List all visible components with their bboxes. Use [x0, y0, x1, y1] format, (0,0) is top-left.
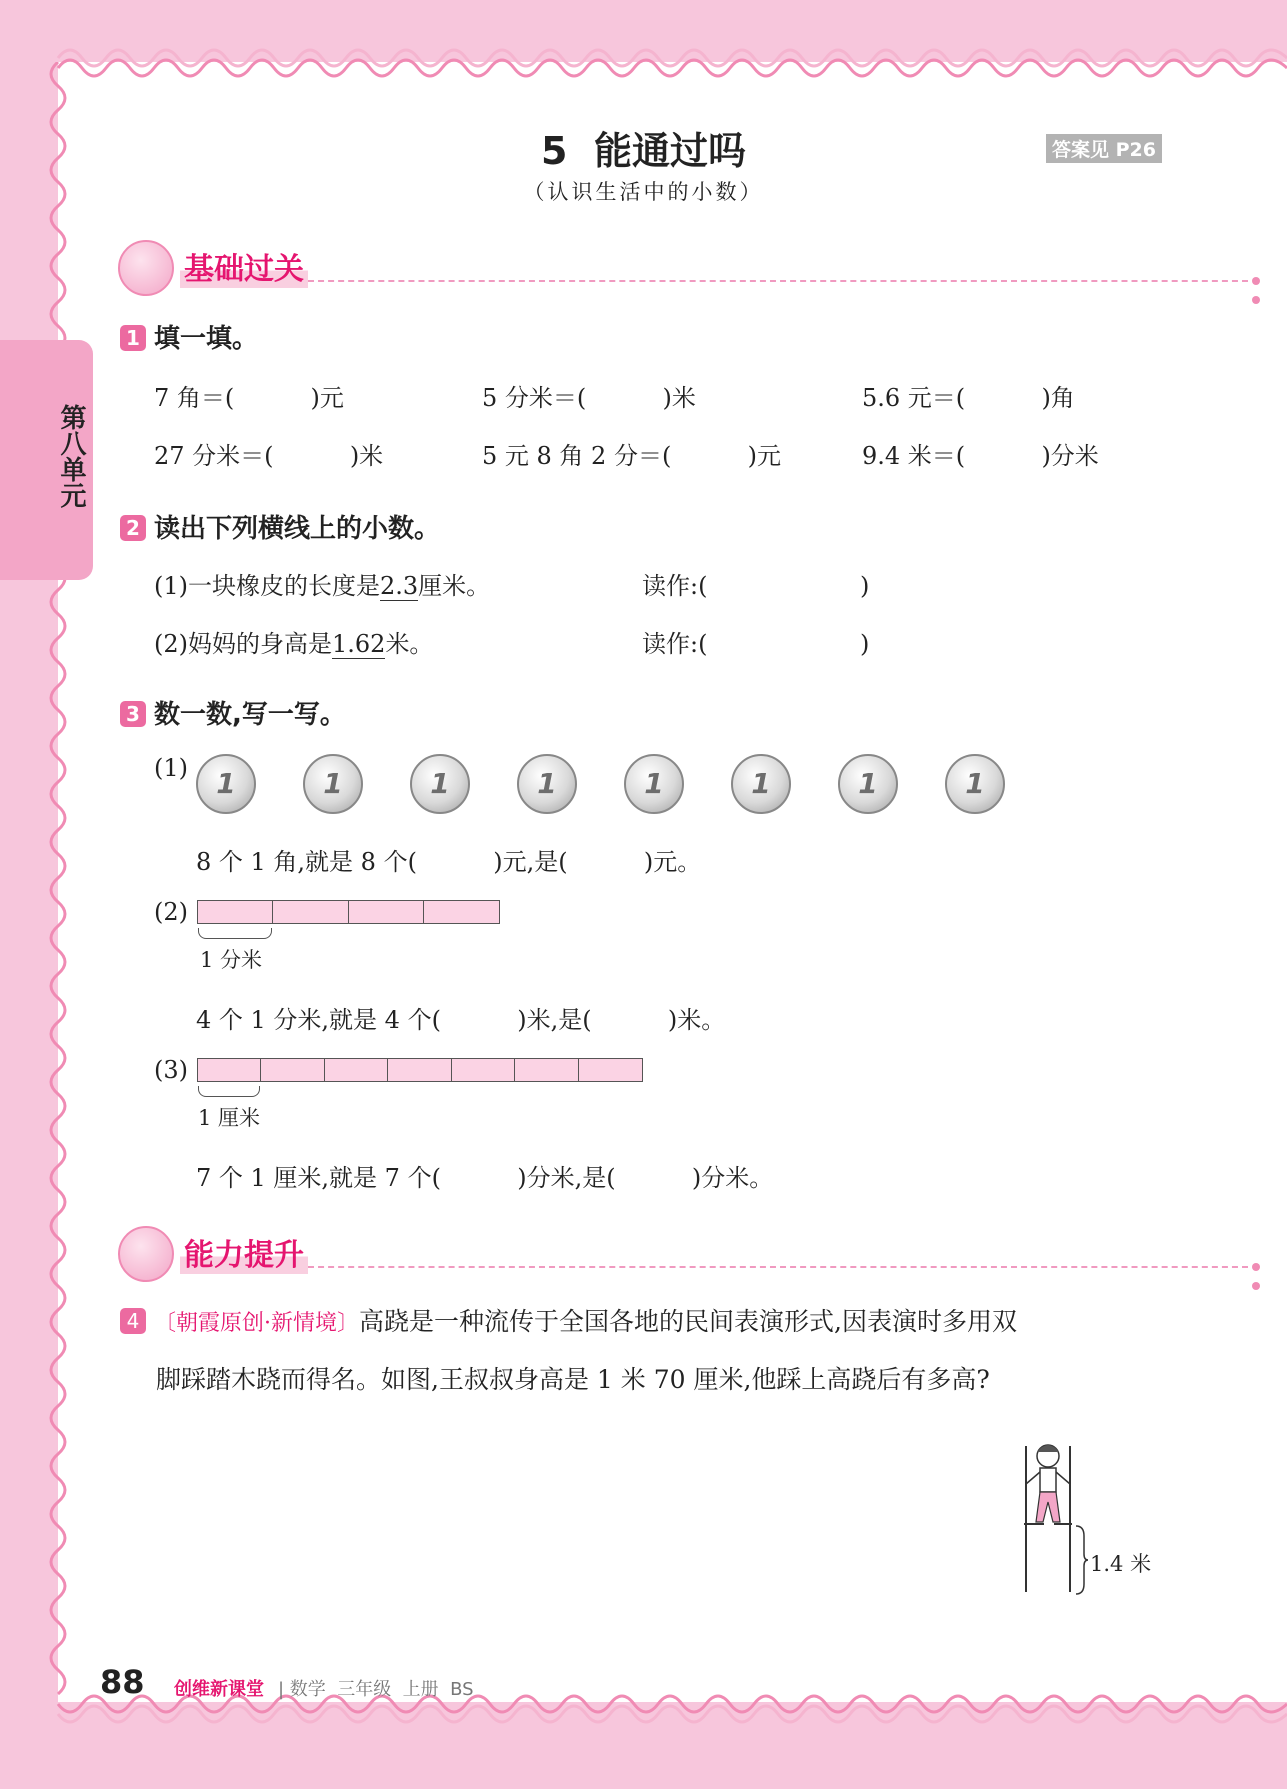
- q1-item: 5 分米＝( )米: [482, 384, 696, 412]
- coin-icon: 1: [838, 754, 898, 814]
- coin-icon: 1: [303, 754, 363, 814]
- q2-text: 米。: [385, 630, 434, 658]
- bar-segment: [197, 1058, 262, 1082]
- q3-part-2-unit-label: 1 分米: [200, 948, 263, 972]
- bar-segment: [387, 1058, 452, 1082]
- bar-brace: [198, 928, 272, 939]
- q3-part-1-label: (1): [154, 754, 188, 782]
- question-3-title: 数一数,写一写。: [154, 700, 346, 730]
- q2-item-2: [154, 624, 433, 659]
- q1-item: 9.4 米＝( )分米: [862, 442, 1099, 470]
- page-subtitle: （认识生活中的小数）: [523, 180, 764, 204]
- question-1-heading: [120, 318, 258, 355]
- question-number-badge: 4: [120, 1308, 146, 1334]
- coin-icon: 1: [517, 754, 577, 814]
- q1-item: 7 角＝( )元: [154, 384, 344, 412]
- height-label: 1.4 米: [1090, 1552, 1152, 1576]
- question-1-title: 填一填。: [154, 324, 259, 354]
- footer-book-info: | 数学 三年级 上册 BS: [278, 1679, 474, 1700]
- centimeter-bar: [198, 1058, 643, 1082]
- wavy-border-left: [40, 62, 70, 1702]
- question-4-line-1: [120, 1302, 1017, 1338]
- q3-part-1-text: 8 个 1 角,就是 8 个( )元,是( )元。: [196, 848, 702, 876]
- coin-icon: 1: [945, 754, 1005, 814]
- question-number-badge: 3: [120, 701, 146, 727]
- q3-part-3-unit-label: 1 厘米: [198, 1106, 261, 1130]
- question-4-tag: 〔朝霞原创·新情境〕: [154, 1311, 359, 1336]
- bar-segment: [197, 900, 274, 924]
- q3-part-3-label: (3): [154, 1056, 188, 1084]
- unit-side-tab: [0, 340, 93, 580]
- height-brace: [1074, 1524, 1088, 1596]
- q3-part-2-text: 4 个 1 分米,就是 4 个( )米,是( )米。: [196, 1006, 726, 1034]
- section-header-basic: [118, 240, 1158, 294]
- q1-item: 5 元 8 角 2 分＝( )元: [482, 442, 781, 470]
- underlined-decimal: 2.3: [380, 572, 419, 600]
- monkey-mascot-icon: [118, 1226, 174, 1282]
- page-number: 88: [100, 1663, 145, 1701]
- bar-segment: [348, 900, 425, 924]
- bar-segment: [514, 1058, 579, 1082]
- question-number-badge: 2: [120, 515, 146, 541]
- underlined-decimal: 1.62: [332, 630, 386, 658]
- wavy-border-top: [0, 0, 1287, 90]
- stilt-walker-illustration: [1010, 1436, 1080, 1596]
- question-4-text-1: 高跷是一种流传于全国各地的民间表演形式,因表演时多用双: [359, 1307, 1017, 1336]
- question-3-heading: [120, 694, 346, 731]
- q3-part-3-text: 7 个 1 厘米,就是 7 个( )分米,是( )分米。: [196, 1164, 774, 1192]
- bar-segment: [423, 900, 500, 924]
- question-2-heading: [120, 508, 440, 545]
- globe-mascot-icon: [118, 240, 174, 296]
- bar-segment: [272, 900, 349, 924]
- coin-icon: 1: [731, 754, 791, 814]
- decimeter-bar: [198, 900, 500, 924]
- section-dots-decoration: [1252, 270, 1262, 308]
- bar-segment: [260, 1058, 325, 1082]
- q2-text: (1)一块橡皮的长度是: [154, 572, 380, 600]
- q2-read-1: 读作:( ): [642, 572, 870, 600]
- section-divider: [308, 280, 1248, 282]
- section-title-basic: 基础过关: [180, 244, 308, 288]
- section-dots-decoration: [1252, 1256, 1262, 1294]
- bar-segment: [451, 1058, 516, 1082]
- section-title-advanced: 能力提升: [180, 1230, 308, 1274]
- coin-icon: 1: [410, 754, 470, 814]
- paper-page: [58, 62, 1287, 1702]
- answer-reference-badge: 答案见 P26: [1046, 134, 1162, 163]
- q2-read-2: 读作:( ): [642, 630, 870, 658]
- question-4-line-2: 脚踩踏木跷而得名。如图,王叔叔身高是 1 米 70 厘米,他踩上高跷后有多高?: [156, 1365, 990, 1394]
- page-title: 5 能通过吗: [541, 129, 746, 173]
- coin-icon: 1: [196, 754, 256, 814]
- question-2-title: 读出下列横线上的小数。: [154, 514, 441, 544]
- bar-segment: [324, 1058, 389, 1082]
- q1-item: 5.6 元＝( )角: [862, 384, 1075, 412]
- q2-text: 厘米。: [418, 572, 491, 600]
- bar-segment: [578, 1058, 643, 1082]
- footer-brand: 创维新课堂: [174, 1679, 264, 1700]
- unit-side-tab-label: 第八单元: [56, 404, 86, 508]
- section-divider: [308, 1266, 1248, 1268]
- q2-text: (2)妈妈的身高是: [154, 630, 332, 658]
- section-header-advanced: [118, 1226, 1158, 1280]
- q3-part-2-label: (2): [154, 898, 188, 926]
- q2-item-1: [154, 566, 490, 601]
- question-number-badge: 1: [120, 325, 146, 351]
- bar-brace: [198, 1086, 260, 1097]
- q1-item: 27 分米＝( )米: [154, 442, 384, 470]
- coin-icon: 1: [624, 754, 684, 814]
